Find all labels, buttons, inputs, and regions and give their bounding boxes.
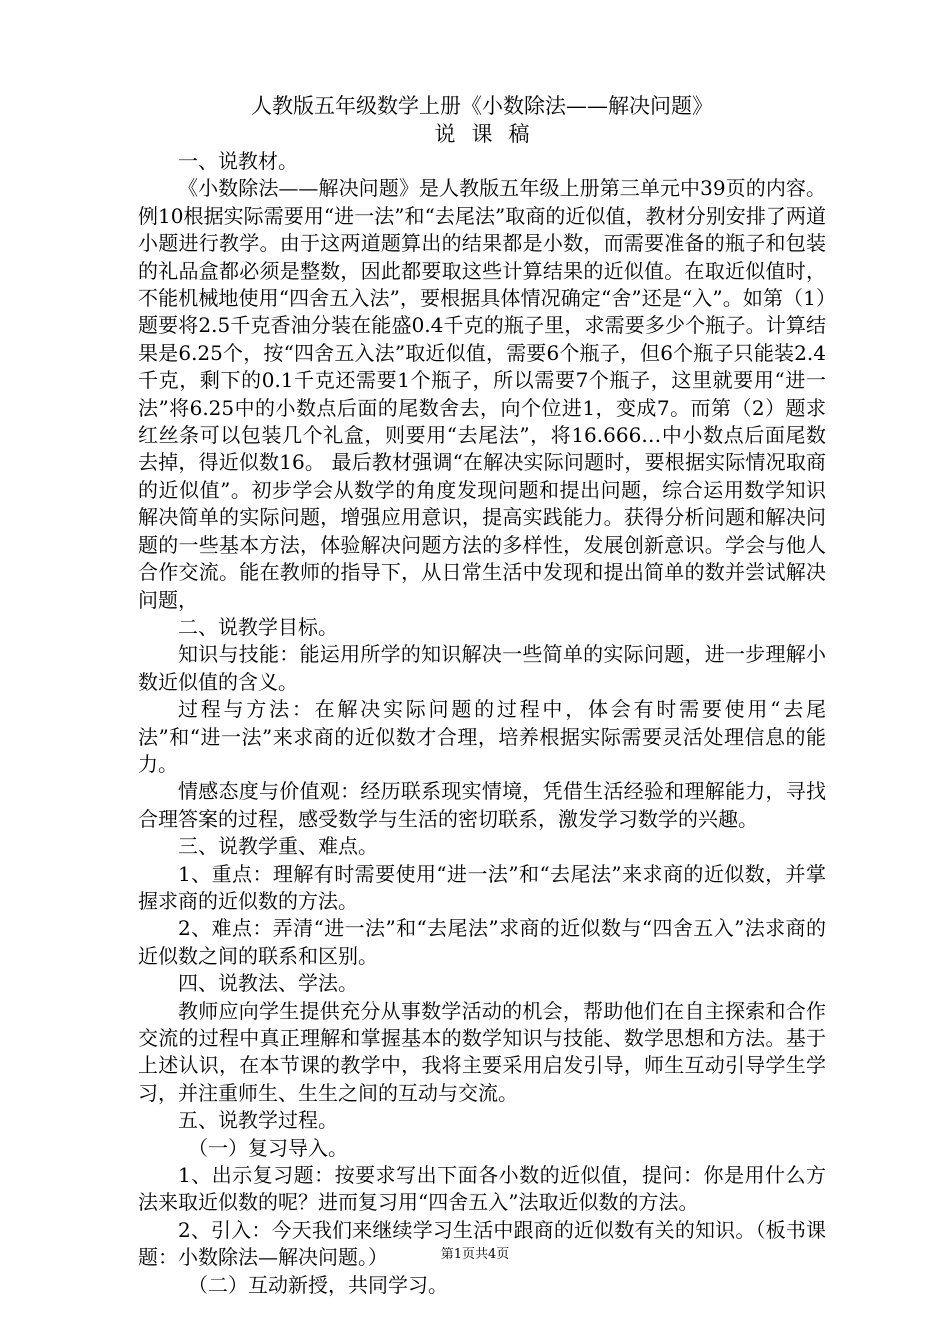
paragraph: 1、出示复习题：按要求写出下面各小数的近似值，提问：你是用什么方法来取近似数的呢？进而复习用“四舍五入”法取近似数的方法。 [138,1163,826,1215]
paragraph: 知识与技能：能运用所学的知识解决一些简单的实际问题，进一步理解小数近似值的含义。 [138,642,826,694]
paragraph: 一、说教材。 [178,149,298,173]
paragraph-list [138,148,826,1299]
paragraph: 《小数除法——解决问题》是人教版五年级上册第三单元中39页的内容。例10根据实际需要用“进一法”和“去尾法”取商的近似值，教材分别安排了两道小题进行教学。由于这两道题算出的结果都是小数，而需要准备的瓶子和包装的礼品盒都必须是整数，因此都要取这些计算结果的近似值。在取近似值时，不能机械地使用“四舍五入法”，要根据具体情况确定“舍”还是“入”。如第（1）题要将2.5千克香油分装在能盛0.4千克的瓶子里，求需要多少个瓶子。计算结果是6.25个，按“四舍五入法”取近似值，需要6个瓶子，但6个瓶子只能装2.4千克，剩下的0.1千克还需要1个瓶子，所以需要7个瓶子，这里就要用“进一法”将6.25中的小数点后面的尾数舍去，向个位进1，变成7。而第（2）题求红丝条可以包装几个礼盒，则要用“去尾法”，将16.666…中小数点后面尾数去掉，得近似数16。 最后教材强调“在解决实际问题时，要根据实际情况取商的近似值”。初步学会从数学的角度发现问题和提出问题，综合运用数学知识解决简单的实际问题，增强应用意识，提高实践能力。获得分析问题和解决问题的一些基本方法，体验解决问题方法的多样性，发展创新意识。学会与他人合作交流。能在教师的指导下，从日常生活中发现和提出简单的数并尝试解决问题， [138,176,826,612]
document-body [138,92,826,1299]
paragraph: 2、引入：今天我们来继续学习生活中跟商的近似数有关的知识。（板书课题：小数除法—解决问题。） [138,1217,826,1270]
paragraph: 三、说教学重、难点。 [178,834,378,859]
page-footer: 第1页共4页 [440,1247,510,1262]
document-subtitle: 说课稿 [434,122,546,146]
paragraph: 情感态度与价值观：经历联系现实情境，凭借生活经验和理解能力，寻找合理答案的过程，感受数学与生活的密切联系，激发学习数学的兴趣。 [138,779,826,831]
paragraph: 五、说教学过程。 [178,1108,338,1133]
paragraph: 过程与方法：在解决实际问题的过程中，体会有时需要使用“去尾法”和“进一法”来求商的近似数才合理，培养根据实际需要灵活处理信息的能力。 [138,697,826,776]
paragraph: （一）复习导入。 [188,1135,348,1160]
paragraph: 教师应向学生提供充分从事数学活动的机会，帮助他们在自主探索和合作交流的过程中真正理解和掌握基本的数学知识与技能、数学思想和方法。基于上述认识，在本节课的教学中，我将主要采用启发引导，师生互动引导学生学习，并注重师生、生生之间的互动与交流。 [138,998,826,1105]
document-title: 人教版五年级数学上册《小数除法——解决问题》 [251,94,713,118]
paragraph: 1、重点：理解有时需要使用“进一法”和“去尾法”来求商的近似数，并掌握求商的近似数的方法。 [138,861,826,913]
paragraph: 2、难点：弄清“进一法”和“去尾法”求商的近似数与“四舍五入”法求商的近似数之间的联系和区别。 [138,916,826,968]
paragraph: 四、说教法、学法。 [178,971,358,996]
paragraph: 二、说教学目标。 [178,614,338,639]
paragraph: （二）互动新授，共同学习。 [188,1272,448,1297]
